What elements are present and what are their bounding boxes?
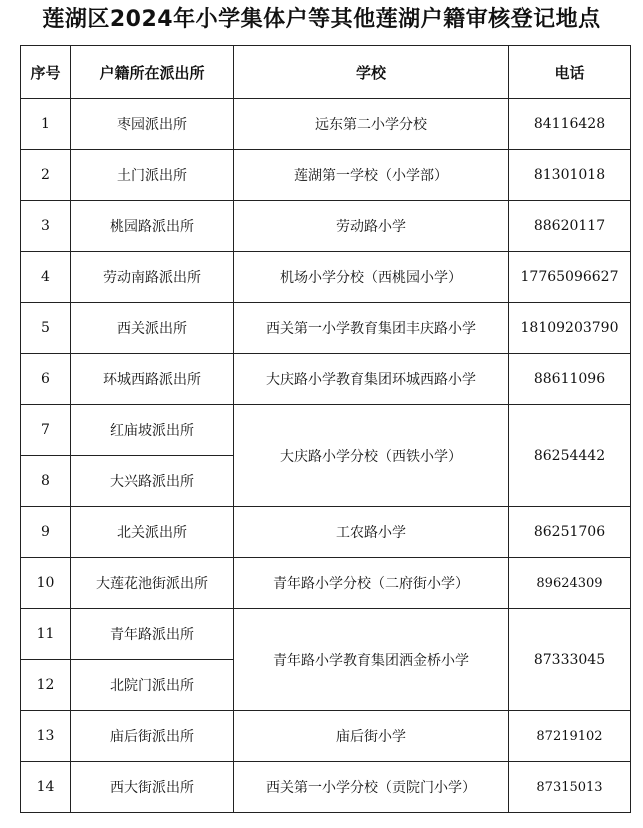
row-station: 庙后街派出所 xyxy=(71,711,234,762)
table-row xyxy=(21,558,631,609)
row-no: 9 xyxy=(21,507,71,558)
table-row xyxy=(21,99,631,150)
row-station: 劳动南路派出所 xyxy=(71,252,234,303)
row-no: 10 xyxy=(21,558,71,609)
header-phone: 电话 xyxy=(509,46,631,99)
row-station: 大兴路派出所 xyxy=(71,456,234,507)
row-school: 远东第二小学分校 xyxy=(234,99,509,150)
row-no: 3 xyxy=(21,201,71,252)
row-phone: 87315013 xyxy=(509,762,631,813)
table-row xyxy=(21,303,631,354)
table-row xyxy=(21,405,631,456)
row-phone: 81301018 xyxy=(509,150,631,201)
row-no: 13 xyxy=(21,711,71,762)
table-row xyxy=(21,252,631,303)
row-no: 6 xyxy=(21,354,71,405)
row-no: 8 xyxy=(21,456,71,507)
row-station: 枣园派出所 xyxy=(71,99,234,150)
table-row xyxy=(21,609,631,660)
row-phone: 87219102 xyxy=(509,711,631,762)
table-row xyxy=(21,150,631,201)
registration-table xyxy=(20,45,631,813)
row-phone: 86251706 xyxy=(509,507,631,558)
row-phone: 88620117 xyxy=(509,201,631,252)
row-station: 桃园路派出所 xyxy=(71,201,234,252)
table-row xyxy=(21,507,631,558)
row-phone: 17765096627 xyxy=(509,252,631,303)
row-station: 北院门派出所 xyxy=(71,660,234,711)
row-station: 青年路派出所 xyxy=(71,609,234,660)
table-header-row xyxy=(21,46,631,99)
header-school: 学校 xyxy=(234,46,509,99)
row-phone: 88611096 xyxy=(509,354,631,405)
row-school: 莲湖第一学校（小学部） xyxy=(234,150,509,201)
row-station: 红庙坡派出所 xyxy=(71,405,234,456)
row-no: 1 xyxy=(21,99,71,150)
row-station: 环城西路派出所 xyxy=(71,354,234,405)
row-phone: 18109203790 xyxy=(509,303,631,354)
row-phone: 89624309 xyxy=(509,558,631,609)
header-no: 序号 xyxy=(21,46,71,99)
page-title: 莲湖区2024年小学集体户等其他莲湖户籍审核登记地点 xyxy=(42,7,601,32)
row-school: 青年路小学教育集团洒金桥小学 xyxy=(234,609,509,711)
row-no: 14 xyxy=(21,762,71,813)
row-no: 5 xyxy=(21,303,71,354)
row-school: 劳动路小学 xyxy=(234,201,509,252)
table-row xyxy=(21,201,631,252)
row-no: 11 xyxy=(21,609,71,660)
table-row xyxy=(21,762,631,813)
row-school: 大庆路小学分校（西铁小学） xyxy=(234,405,509,507)
row-school: 工农路小学 xyxy=(234,507,509,558)
row-station: 西关派出所 xyxy=(71,303,234,354)
table-row xyxy=(21,354,631,405)
row-no: 2 xyxy=(21,150,71,201)
table-row xyxy=(21,711,631,762)
row-school: 机场小学分校（西桃园小学） xyxy=(234,252,509,303)
row-station: 西大街派出所 xyxy=(71,762,234,813)
row-phone: 86254442 xyxy=(509,405,631,507)
row-no: 12 xyxy=(21,660,71,711)
header-station: 户籍所在派出所 xyxy=(71,46,234,99)
row-school: 庙后街小学 xyxy=(234,711,509,762)
row-station: 土门派出所 xyxy=(71,150,234,201)
row-school: 大庆路小学教育集团环城西路小学 xyxy=(234,354,509,405)
row-school: 西关第一小学教育集团丰庆路小学 xyxy=(234,303,509,354)
row-no: 7 xyxy=(21,405,71,456)
row-phone: 87333045 xyxy=(509,609,631,711)
row-school: 青年路小学分校（二府街小学） xyxy=(234,558,509,609)
row-no: 4 xyxy=(21,252,71,303)
row-station: 大莲花池街派出所 xyxy=(71,558,234,609)
row-phone: 84116428 xyxy=(509,99,631,150)
row-school: 西关第一小学分校（贡院门小学） xyxy=(234,762,509,813)
row-station: 北关派出所 xyxy=(71,507,234,558)
